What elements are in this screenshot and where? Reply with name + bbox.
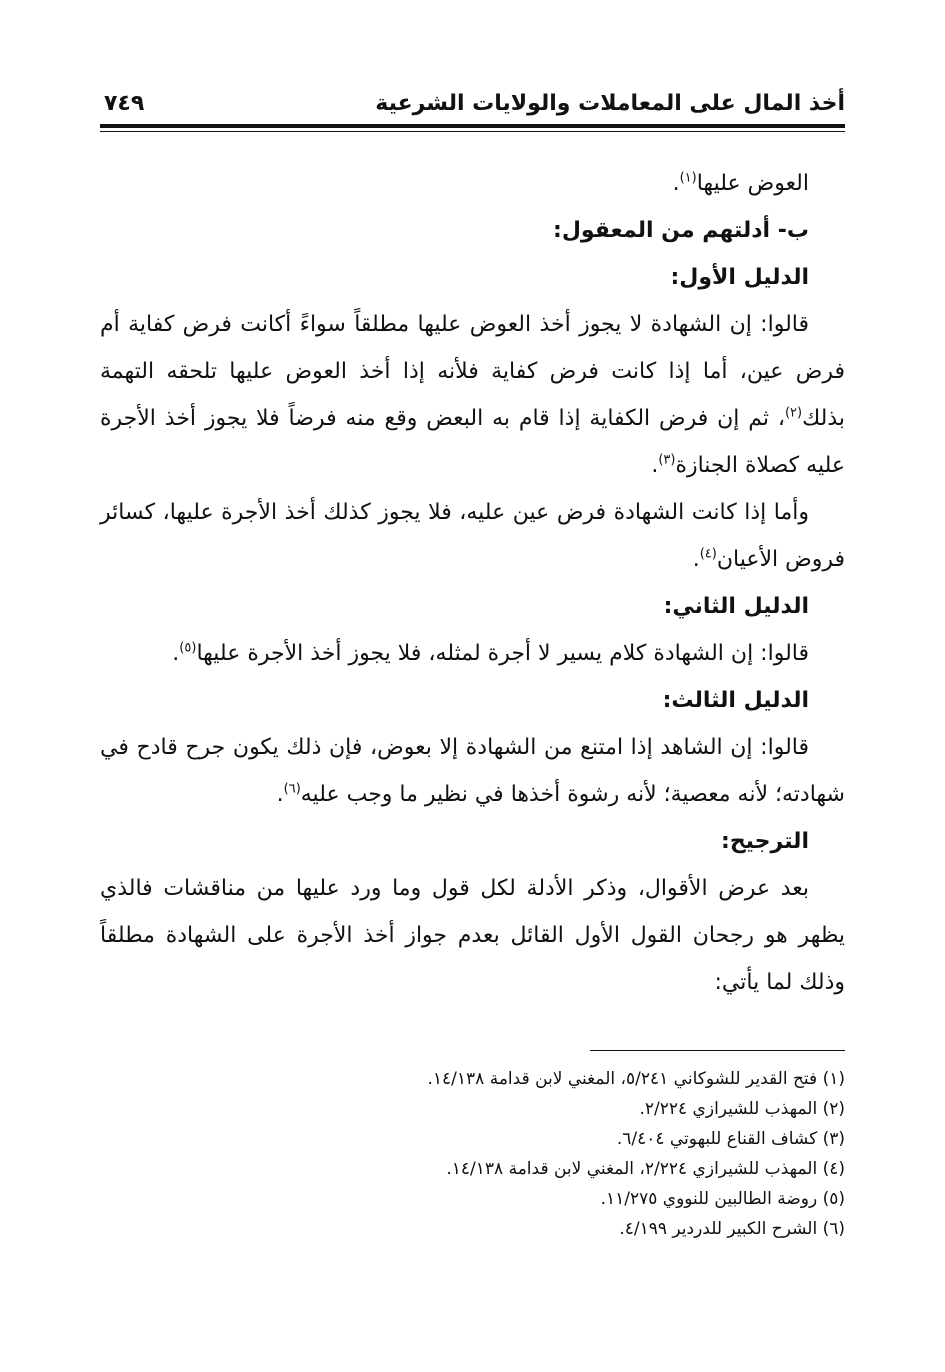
paragraph: قالوا: إن الشاهد إذا امتنع من الشهادة إلا بعوض، فإن ذلك يكون جرح قادح في شهادته؛ لأنه معصية؛ لأنه رشوة أخذها في نظير ما وجب عليه$^{(٦)}$. (100, 735, 845, 807)
footnote: (١) فتح القدير للشوكاني ٥/٢٤١، المغني لابن قدامة ١٤/١٣٨. (427, 1069, 845, 1089)
preference-heading: الترجيح: (721, 829, 809, 854)
footnote-separator (590, 1050, 845, 1051)
footnote-ref: (٥) (179, 640, 197, 656)
footnote: (٤) المهذب للشيرازي ٢/٢٢٤، المغني لابن قدامة ١٤/١٣٨. (446, 1159, 845, 1179)
header-rule-thick (100, 124, 845, 128)
footnote-ref: (٣) (658, 452, 676, 468)
paragraph: وأما إذا كانت الشهادة فرض عين عليه، فلا يجوز كذلك أخذ الأجرة عليها، كسائر فروض الأعيان$^{(٤)}$. (100, 500, 845, 572)
evidence-heading-1: الدليل الأول: (670, 265, 809, 290)
footnote-ref: (٢) (784, 405, 803, 421)
page-number: ٧٤٩ (104, 91, 145, 116)
page-header (100, 86, 845, 126)
main-text (100, 160, 845, 1006)
footnotes (100, 1064, 845, 1244)
section-heading: ب- أدلتهم من المعقول: (553, 218, 809, 243)
footnote: (٣) كشاف القناع للبهوتي ٦/٤٠٤. (616, 1129, 845, 1149)
footnote-ref: (٦) (283, 781, 301, 797)
paragraph: قالوا: إن الشهادة لا يجوز أخذ العوض عليها مطلقاً سواءً أكانت فرض كفاية أم فرض عين، أما إذا كانت فرض كفاية فلأنه إذا أخذ العوض عليها تلحقه التهمة بذلك$^{(٢)}$، ثم إن فرض الكفاية إذا قام به البعض وقع منه فرضاً فلا يجوز أخذ الأجرة عليه كصلاة الجنازة$^{(٣)}$. (100, 312, 845, 478)
footnote: (٥) روضة الطالبين للنووي ١١/٢٧٥. (600, 1189, 845, 1209)
footnote-ref: (٤) (699, 546, 717, 562)
running-title: أخذ المال على المعاملات والولايات الشرعية (375, 91, 845, 116)
evidence-heading-2: الدليل الثاني: (663, 594, 809, 619)
footnote: (٢) المهذب للشيرازي ٢/٢٢٤. (639, 1099, 845, 1119)
footnote: (٦) الشرح الكبير للدردير ٤/١٩٩. (619, 1219, 845, 1239)
header-rule-thin (100, 131, 845, 132)
evidence-heading-3: الدليل الثالث: (662, 688, 809, 713)
paragraph: بعد عرض الأقوال، وذكر الأدلة لكل قول وما ورد عليها من مناقشات فالذي يظهر هو رجحان القول الأول القائل بعدم جواز أخذ الأجرة على الشهادة مطلقاً وذلك لما يأتي: (100, 876, 845, 995)
footnote-ref: (١) (679, 170, 697, 186)
paragraph-continuation: العوض عليها$^{(١)}$. (672, 170, 809, 196)
paragraph: قالوا: إن الشهادة كلام يسير لا أجرة لمثله، فلا يجوز أخذ الأجرة عليها$^{(٥)}$. (172, 640, 809, 666)
